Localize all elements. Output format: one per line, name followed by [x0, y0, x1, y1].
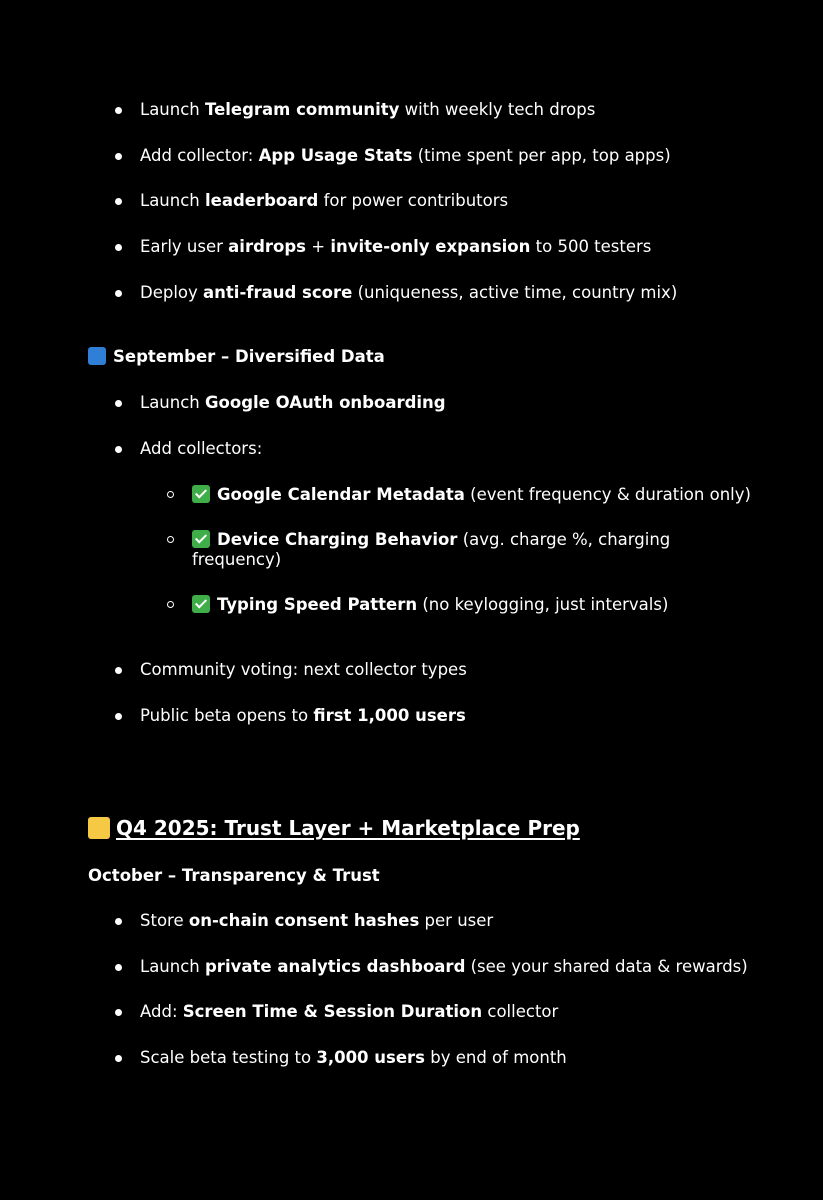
list-item	[140, 393, 800, 413]
text: Launch	[140, 957, 205, 976]
text: by end of month	[425, 1048, 567, 1067]
list-item	[140, 439, 800, 459]
sub-list-item	[192, 530, 752, 570]
text: +	[306, 237, 331, 256]
heading-text: Q4 2025: Trust Layer + Marketplace Prep	[116, 816, 580, 840]
text: (see your shared data & rewards)	[465, 957, 748, 976]
heading-text: September – Diversified Data	[113, 347, 385, 366]
list-item	[140, 1048, 800, 1068]
bold-text: Device Charging Behavior	[217, 530, 458, 549]
text: collector	[482, 1002, 559, 1021]
bold-text: anti-fraud score	[203, 283, 353, 302]
list-item	[140, 911, 800, 931]
sub-list-item	[192, 485, 752, 505]
bold-text: leaderboard	[205, 191, 319, 210]
october-heading	[88, 866, 380, 886]
bold-text: App Usage Stats	[258, 146, 413, 165]
september-heading	[88, 347, 385, 367]
bold-text: invite-only expansion	[330, 237, 531, 256]
bold-text: Typing Speed Pattern	[217, 595, 418, 614]
list-item	[140, 191, 800, 211]
bold-text: on-chain consent hashes	[188, 911, 420, 930]
list-item	[140, 146, 800, 166]
text: (uniqueness, active time, country mix)	[352, 283, 678, 302]
text: Add:	[140, 1002, 183, 1021]
check-mark-icon	[192, 530, 210, 548]
bold-text: airdrops	[228, 237, 306, 256]
bold-text: Screen Time & Session Duration	[182, 1002, 483, 1021]
bold-text: Google Calendar Metadata	[217, 485, 465, 504]
check-mark-icon	[192, 485, 210, 503]
bold-text: first 1,000 users	[313, 706, 466, 725]
text: Early user	[140, 237, 229, 256]
list-item	[140, 706, 800, 726]
heading-text: October – Transparency & Trust	[88, 866, 380, 885]
text: Add collectors:	[140, 439, 263, 458]
check-mark-icon	[192, 595, 210, 613]
text: to 500 testers	[530, 237, 652, 256]
text: Launch	[140, 191, 205, 210]
text: Launch	[140, 100, 205, 119]
bold-text: 3,000 users	[316, 1048, 425, 1067]
list-item	[140, 660, 800, 680]
text: Public beta opens to	[140, 706, 314, 725]
yellow-square-icon	[88, 817, 110, 839]
list-item	[140, 957, 800, 977]
list-item	[140, 237, 800, 257]
sub-list-item	[192, 595, 752, 615]
text: Launch	[140, 393, 205, 412]
text: Scale beta testing to	[140, 1048, 317, 1067]
text: Community voting: next collector types	[140, 660, 467, 679]
list-item	[140, 100, 800, 120]
text: with weekly tech drops	[399, 100, 596, 119]
text: (event frequency & duration only)	[464, 485, 751, 504]
q4-section-heading	[88, 816, 580, 840]
text: (avg. charge %, charging frequency)	[192, 530, 671, 569]
text: for power contributors	[318, 191, 509, 210]
text: Deploy	[140, 283, 204, 302]
text: Add collector:	[140, 146, 259, 165]
list-item	[140, 283, 800, 303]
blue-square-icon	[88, 347, 106, 365]
bold-text: private analytics dashboard	[205, 957, 466, 976]
text: (no keylogging, just intervals)	[417, 595, 669, 614]
list-item	[140, 1002, 800, 1022]
bold-text: Telegram community	[205, 100, 400, 119]
text: per user	[419, 911, 494, 930]
bold-text: Google OAuth onboarding	[205, 393, 446, 412]
text: Store	[140, 911, 189, 930]
text: (time spent per app, top apps)	[412, 146, 671, 165]
